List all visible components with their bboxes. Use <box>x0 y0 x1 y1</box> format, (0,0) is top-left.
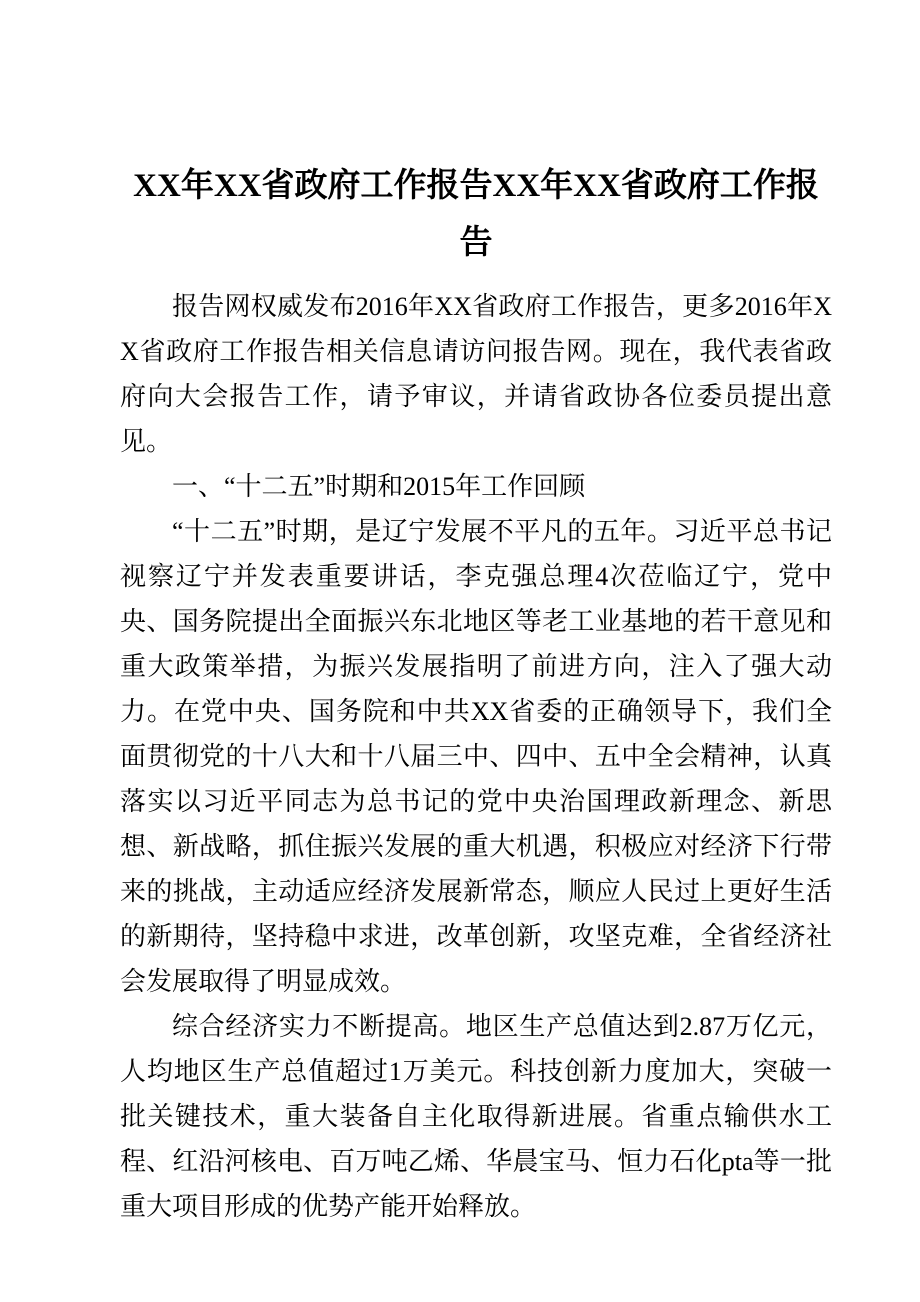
paragraph-publisher-intro: 报告网权威发布2016年XX省政府工作报告，更多2016年XX省政府工作报告相关信息请访问报告网。现在，我代表省政府向大会报告工作，请予审议，并请省政协各位委员提出意见。 <box>120 291 832 456</box>
section-heading-1: 一、“十二五”时期和2015年工作回顾 <box>172 471 586 501</box>
paragraph-economic-strength: 综合经济实力不断提高。地区生产总值达到2.87万亿元，人均地区生产总值超过1万美元。科技创新力度加大，突破一批关键技术，重大装备自主化取得新进展。省重点输供水工程、红沿河核电、百万吨乙烯、华晨宝马、恒力石化pta等一批重大项目形成的优势产能开始释放。 <box>120 1011 832 1221</box>
document-title: XX年XX省政府工作报告XX年XX省政府工作报告 <box>133 168 819 261</box>
paragraph-period-review: “十二五”时期，是辽宁发展不平凡的五年。习近平总书记视察辽宁并发表重要讲话，李克强总理4次莅临辽宁，党中央、国务院提出全面振兴东北地区等老工业基地的若干意见和重大政策举措，为振兴发展指明了前进方向，注入了强大动力。在党中央、国务院和中共XX省委的正确领导下，我们全面贯彻党的十八大和十八届三中、四中、五中全会精神，认真落实以习近平同志为总书记的党中央治国理政新理念、新思想、新战略，抓住振兴发展的重大机遇，积极应对经济下行带来的挑战，主动适应经济发展新常态，顺应人民过上更好生活的新期待，坚持稳中求进，改革创新，攻坚克难，全省经济社会发展取得了明显成效。 <box>120 516 832 996</box>
